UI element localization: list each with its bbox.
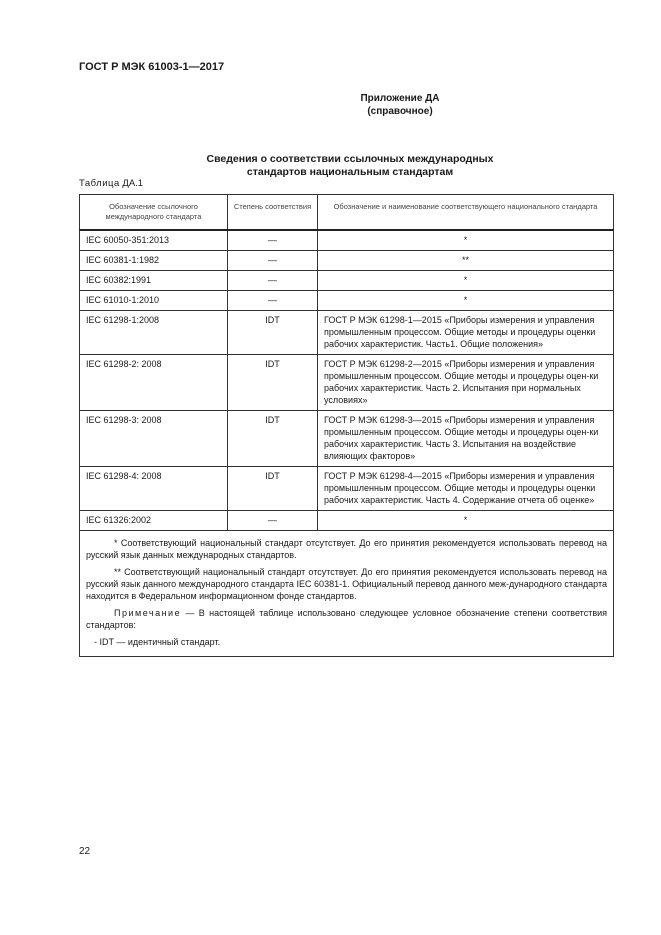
cell-degree: IDT [228, 411, 318, 467]
cell-national: * [318, 271, 614, 291]
cell-national: ГОСТ Р МЭК 61298-4—2015 «Приборы измерения и управления промышленным процессом. Общие методы и процедуры оценки рабочих характеристик. Часть 4. Содержание отчета об оценке» [318, 467, 614, 511]
note [86, 607, 607, 631]
cell-degree: IDT [228, 355, 318, 411]
cell-standard: IEC 60382:1991 [80, 271, 228, 291]
header-standard: Обозначение ссылочного международного стандарта [80, 195, 228, 231]
cell-standard: IEC 61298-2: 2008 [80, 355, 228, 411]
table-row [80, 230, 614, 251]
cell-standard: IEC 60050-351:2013 [80, 230, 228, 251]
cell-national: * [318, 291, 614, 311]
note-text: — В настоящей таблице использовано следующее условное обозначение степени соответствия стандартов: [86, 608, 607, 630]
cell-national: * [318, 511, 614, 531]
appendix-type: (справочное) [367, 106, 433, 117]
cell-degree: IDT [228, 467, 318, 511]
table-row [80, 291, 614, 311]
cell-standard: IEC 61326:2002 [80, 511, 228, 531]
cell-degree: IDT [228, 311, 318, 355]
cell-national: ГОСТ Р МЭК 61298-2—2015 «Приборы измерения и управления промышленным процессом. Общие методы и процедуры оцен-ки рабочих характеристик. Часть 2. Испытания при нормальных условиях» [318, 355, 614, 411]
table-label-number: ДА.1 [119, 178, 144, 189]
cell-national: ГОСТ Р МЭК 61298-3—2015 «Приборы измерения и управления промышленным процессом. Общие методы и процедуры оцен-ки рабочих характеристик. Часть 3. Испытания на воздействие влияющих факторов» [318, 411, 614, 467]
table-row [80, 511, 614, 531]
cell-standard: IEC 61298-3: 2008 [80, 411, 228, 467]
table-row [80, 251, 614, 271]
section-heading-line2: стандартов национальным стандартам [246, 166, 454, 178]
table-row [80, 411, 614, 467]
table-label-prefix: Таблица [79, 178, 120, 189]
cell-national: * [318, 230, 614, 251]
appendix-title: Приложение ДА [360, 93, 440, 104]
cell-standard: IEC 60381-1:1982 [80, 251, 228, 271]
table-notes [80, 531, 614, 657]
footnote-single-star: * Соответствующий национальный стандарт отсутствует. До его принятия рекомендуется использовать перевод на русский язык данных международных стандартов. [86, 538, 607, 560]
header-degree: Степень соответствия [228, 195, 318, 231]
section-heading [150, 153, 550, 179]
section-heading-line1: Сведения о соответствии ссылочных международных [206, 153, 494, 165]
document-header: ГОСТ Р МЭК 61003-1—2017 [79, 61, 225, 73]
cell-national: ГОСТ Р МЭК 61298-1—2015 «Приборы измерения и управления промышленным процессом. Общие методы и процедуры оценки рабочих характеристик. Часть1. Общие положения» [318, 311, 614, 355]
note-label: Примечание [114, 608, 182, 618]
table-row [80, 467, 614, 511]
cell-standard: IEC 61298-1:2008 [80, 311, 228, 355]
cell-national: ** [318, 251, 614, 271]
footnote-double-star: ** Соответствующий национальный стандарт отсутствует. До его принятия рекомендуется использовать перевод на русский язык данного международного стандарта IEC 60381-1. Официальный перевод данного меж-дународного стандарта находится в Федеральном информационном фонде стандартов. [86, 567, 607, 601]
page-number: 22 [79, 846, 91, 857]
cell-standard: IEC 61298-4: 2008 [80, 467, 228, 511]
note-list-item: - IDT — идентичный стандарт. [94, 637, 221, 647]
table-label [79, 178, 143, 189]
cell-degree: — [228, 230, 318, 251]
table-row [80, 311, 614, 355]
appendix-title-block [240, 92, 560, 118]
table-row [80, 355, 614, 411]
header-national: Обозначение и наименование соответствующего национального стандарта [318, 195, 614, 231]
cell-degree: — [228, 511, 318, 531]
correspondence-table [79, 194, 614, 657]
cell-standard: IEC 61010-1:2010 [80, 291, 228, 311]
cell-degree: — [228, 271, 318, 291]
table-row [80, 271, 614, 291]
cell-degree: — [228, 291, 318, 311]
table-header-row [80, 195, 614, 231]
table-notes-row [80, 531, 614, 657]
cell-degree: — [228, 251, 318, 271]
